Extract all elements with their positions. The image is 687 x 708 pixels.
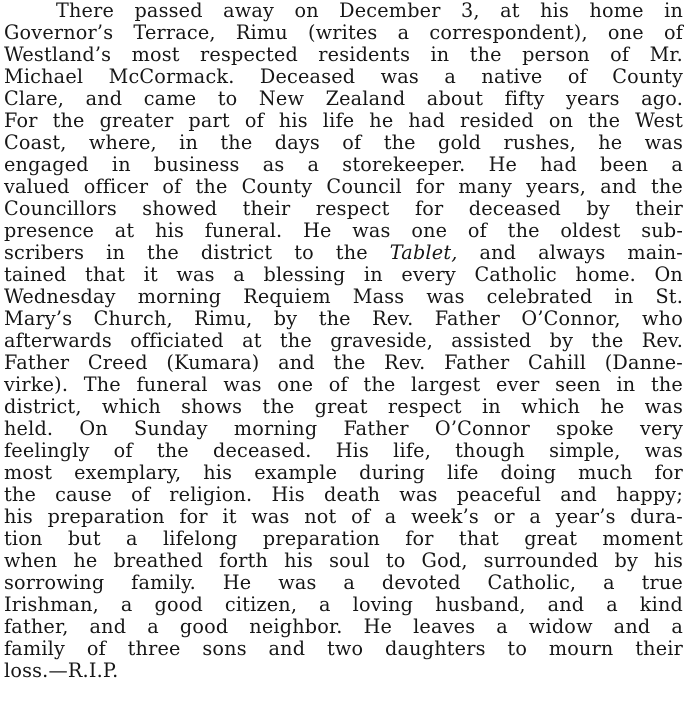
text-line-7: Coast, where, in the days of the gold rushes, he was — [4, 131, 683, 154]
text-line-6: For the greater part of his life he had resided on the West — [4, 109, 683, 132]
text-line-3: Westland’s most respected residents in the person of Mr. — [4, 43, 683, 66]
text-line-17: Father Creed (Kumara) and the Rev. Father Cahill (Danne- — [4, 351, 683, 374]
text-line-22: most exemplary, his example during life doing much for — [4, 461, 683, 484]
text-line-12 — [4, 242, 683, 264]
text-line-9: valued officer of the County Council for many years, and the — [4, 175, 683, 198]
text-line-12-start: scribers in the district to the — [4, 241, 368, 264]
text-line-15: Mary’s Church, Rimu, by the Rev. Father O’Connor, who — [4, 307, 683, 330]
text-line-8: engaged in business as a storekeeper. He had been a — [4, 153, 683, 176]
text-line-23: the cause of religion. His death was peaceful and happy; — [4, 483, 683, 506]
text-line-20: held. On Sunday morning Father O’Connor spoke very — [4, 417, 683, 440]
text-line-4: Michael McCormack. Deceased was a native of County — [4, 65, 683, 88]
text-line-19: district, which shows the great respect in which he was — [4, 395, 683, 418]
text-line-18: virke). The funeral was one of the largest ever seen in the — [4, 373, 683, 396]
text-line-10: Councillors showed their respect for deceased by their — [4, 197, 683, 220]
text-line-24: his preparation for it was not of a week’s or a year’s dura- — [4, 505, 683, 528]
text-line-21: feelingly of the deceased. His life, though simple, was — [4, 439, 683, 462]
text-line-30: family of three sons and two daughters to mourn their — [4, 637, 683, 660]
text-line-29: father, and a good neighbor. He leaves a widow and a — [4, 615, 683, 638]
text-line-13: tained that it was a blessing in every Catholic home. On — [4, 263, 683, 286]
text-line-14: Wednesday morning Requiem Mass was celebrated in St. — [4, 285, 683, 308]
text-line-26: when he breathed forth his soul to God, surrounded by his — [4, 549, 683, 572]
text-line-28: Irishman, a good citizen, a loving husband, and a kind — [4, 593, 683, 616]
text-line-16: afterwards officiated at the graveside, assisted by the Rev. — [4, 329, 683, 352]
text-line-12-end: and always main- — [479, 241, 683, 264]
text-line-11: presence at his funeral. He was one of the oldest sub- — [4, 219, 683, 242]
text-line-31: loss.—R.I.P. — [4, 659, 119, 682]
text-line-2: Governor’s Terrace, Rimu (writes a correspondent), one of — [4, 21, 683, 44]
text-line-5: Clare, and came to New Zealand about fifty years ago. — [4, 87, 683, 110]
text-line-25: tion but a lifelong preparation for that great moment — [4, 527, 683, 550]
text-line-27: sorrowing family. He was a devoted Catholic, a true — [4, 571, 683, 594]
publication-title: Tablet, — [389, 241, 458, 264]
text-line-1: There passed away on December 3, at his home in — [56, 0, 683, 22]
